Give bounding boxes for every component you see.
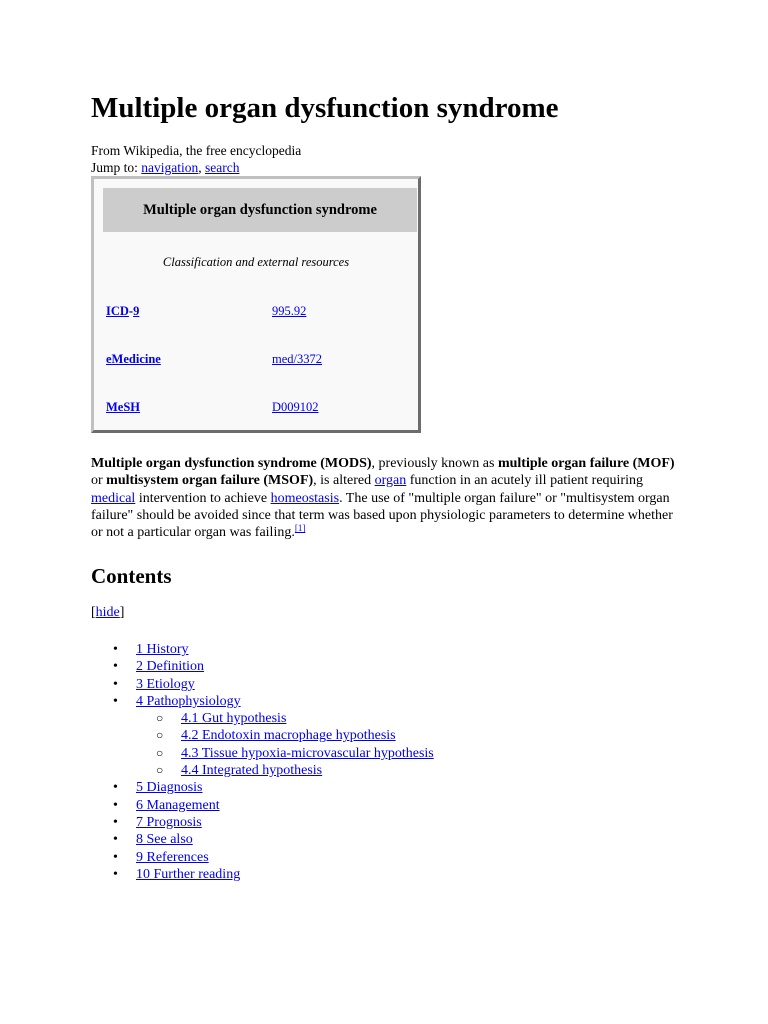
bullet-icon: • [113,780,118,796]
toc-item-endotoxin-hypothesis [91,727,434,744]
toc-item-pathophysiology [91,693,434,710]
intro-text-1: , previously known as [371,456,498,471]
jump-separator: , [198,160,206,175]
toc-item-diagnosis [91,779,434,796]
table-of-contents [91,641,434,883]
infobox-key-emedicine [106,352,161,367]
organ-link[interactable]: organ [374,473,407,489]
bullet-icon: • [113,642,118,657]
toc-link-pathophysiology[interactable]: 4 Pathophysiology [136,693,241,709]
intro-text-6: . The use of "multiple organ failure" or "multisystem organ failure" should be avoided since that term was based upon physiologic parameters to determine whether or not a particular organ was failing. [91,490,673,541]
sub-bullet-icon: ○ [156,763,164,778]
toc-item-etiology [91,676,434,693]
toc-item-definition [91,658,434,675]
intro-bold-mods: Multiple organ dysfunction syndrome (MODS) [91,456,372,471]
reference-1-link[interactable]: [1] [294,523,306,534]
toc-link-see-also[interactable]: 8 See also [136,832,193,848]
toc-link-prognosis[interactable]: 7 Prognosis [136,814,202,830]
emedicine-value-link[interactable]: med/3372 [272,352,322,366]
intro-bold-mof: multiple organ failure (MOF) [497,456,675,471]
toc-item-gut-hypothesis [91,710,434,727]
toc-hide-link[interactable]: hide [95,605,120,620]
toc-item-integrated-hypothesis [91,762,434,779]
toc-item-see-also [91,831,434,848]
icd-dash: - [128,304,134,318]
bullet-icon: • [113,659,118,675]
toc-link-further-reading[interactable]: 10 Further reading [136,866,241,882]
toc-link-references[interactable]: 9 References [136,849,209,865]
infobox-subtitle: Classification and external resources [162,255,350,269]
intro-paragraph [91,455,683,541]
toc-item-references [91,849,434,866]
intro-text-3: , is altered [313,473,375,489]
site-subtitle-block [91,142,301,176]
bullet-icon: • [113,797,118,813]
intro-bold-msof: multisystem organ failure (MSOF) [106,473,314,489]
toc-link-history[interactable]: 1 History [136,642,189,657]
icd9-link[interactable]: 9 [133,304,140,318]
toc-link-endotoxin-hypothesis[interactable]: 4.2 Endotoxin macrophage hypothesis [181,728,396,744]
jump-navigation-link[interactable]: navigation [141,160,199,175]
jump-search-link[interactable]: search [205,160,240,175]
intro-text-2: or [91,473,107,489]
bullet-icon: • [113,849,118,865]
icd9-value-link[interactable]: 995.92 [272,304,307,318]
bullet-icon: • [113,693,118,709]
infobox-key-mesh [106,400,140,415]
bullet-icon: • [113,676,118,692]
mesh-value-link[interactable]: D009102 [272,400,319,414]
toc-bracket-open: [ [91,605,96,620]
intro-text-4: function in an acutely ill patient requiring [406,473,643,489]
page-title: Multiple organ dysfunction syndrome [91,92,559,124]
jump-to [91,159,301,176]
infobox-title: Multiple organ dysfunction syndrome [103,188,417,232]
toc-link-hypoxia-hypothesis[interactable]: 4.3 Tissue hypoxia-microvascular hypothesis [181,745,434,761]
homeostasis-link[interactable]: homeostasis [270,490,340,506]
toc-item-history [91,641,434,658]
sub-bullet-icon: ○ [156,728,164,743]
bullet-icon: • [113,814,118,830]
toc-link-etiology[interactable]: 3 Etiology [136,676,195,692]
mesh-link[interactable]: MeSH [106,400,141,414]
medical-link[interactable]: medical [91,490,136,506]
toc-item-management [91,797,434,814]
emedicine-link[interactable]: eMedicine [106,352,161,366]
toc-bracket-close: ] [119,605,125,620]
intro-text-5: intervention to achieve [135,490,271,506]
toc-item-further-reading [91,866,434,883]
contents-heading: Contents [91,564,172,588]
toc-toggle [91,605,124,621]
bullet-icon: • [113,866,118,882]
icd-link[interactable]: ICD [106,304,129,318]
toc-link-management[interactable]: 6 Management [136,797,220,813]
toc-link-gut-hypothesis[interactable]: 4.1 Gut hypothesis [181,711,287,727]
toc-link-definition[interactable]: 2 Definition [136,659,205,675]
infobox [91,176,421,433]
sub-bullet-icon: ○ [156,745,164,760]
site-subtitle: From Wikipedia, the free encyclopedia [91,143,302,158]
sub-bullet-icon: ○ [156,711,164,726]
jump-to-label: Jump to: [91,160,142,175]
infobox-key-icd9 [106,304,139,319]
toc-link-diagnosis[interactable]: 5 Diagnosis [136,780,203,796]
toc-link-integrated-hypothesis[interactable]: 4.4 Integrated hypothesis [181,763,323,779]
bullet-icon: • [113,832,118,848]
toc-item-hypoxia-hypothesis [91,745,434,762]
toc-item-prognosis [91,814,434,831]
